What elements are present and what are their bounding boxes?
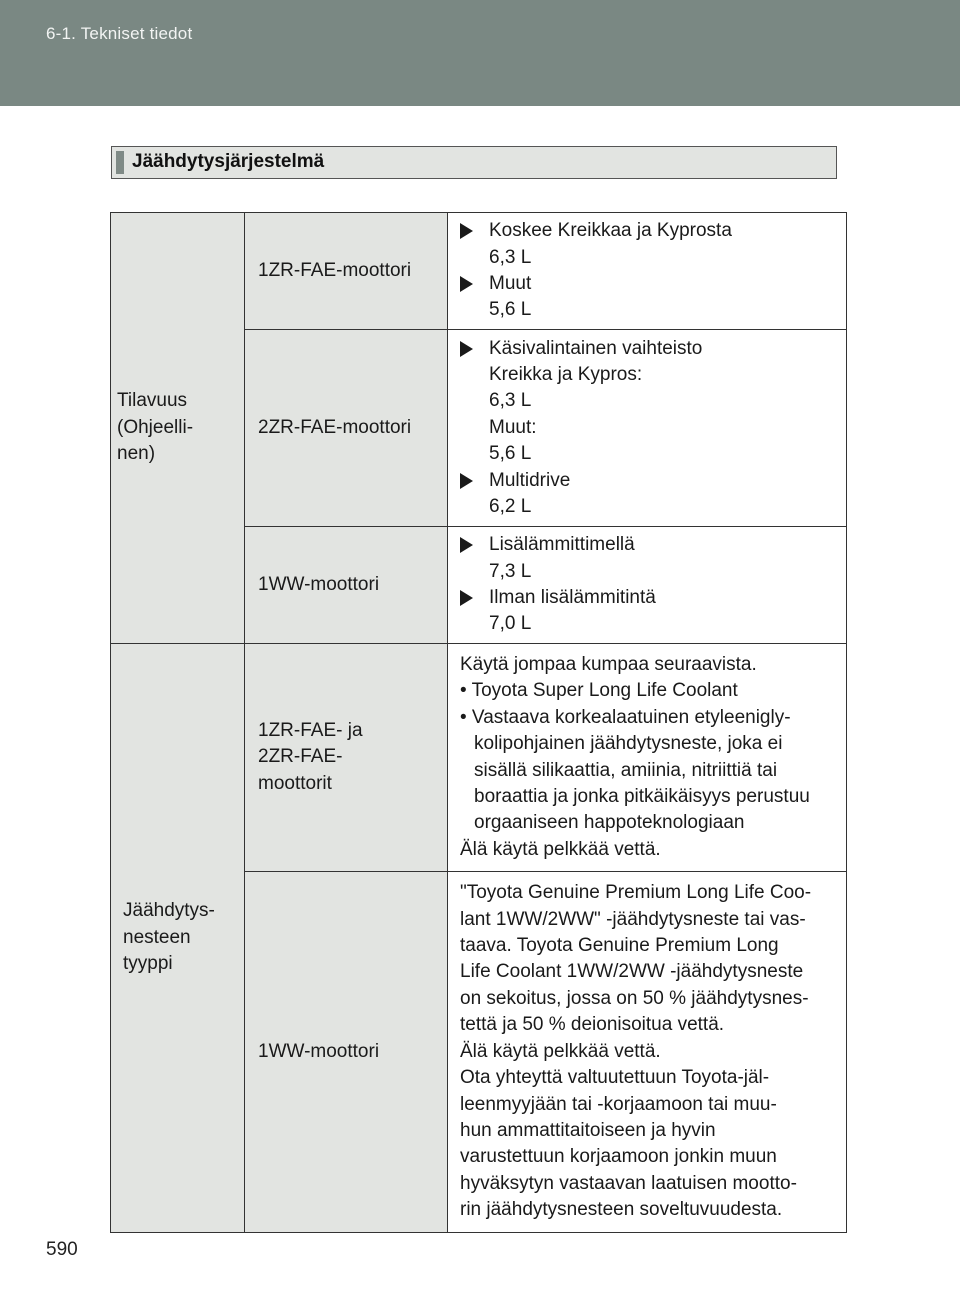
label-line: tyyppi [123, 952, 173, 974]
option-value: 5,6 L [489, 299, 532, 321]
engine-name: 1WW-moottori [258, 573, 380, 595]
engine-name: 1ZR-FAE-moottori [258, 259, 412, 281]
label-line: (Ohjeelli- [117, 416, 194, 438]
option-value: Kreikka ja Kypros: [489, 363, 643, 385]
text-line: taava. Toyota Genuine Premium Long [460, 935, 779, 957]
cooling-spec-table [110, 212, 847, 1233]
text-line: on sekoitus, jossa on 50 % jäähdytysnes- [460, 987, 809, 1009]
engine-name: 1ZR-FAE- ja [258, 720, 363, 742]
arrow-right-icon [460, 341, 473, 357]
option-row [460, 468, 840, 494]
text-line: rin jäähdytysnesteen soveltuvuudesta. [460, 1199, 783, 1221]
label-line: nen) [117, 443, 156, 465]
heading-accent-bar [116, 151, 124, 174]
text-line: Älä käytä pelkkää vettä. [460, 838, 661, 860]
text-line: hun ammattitaitoiseen ja hyvin [460, 1119, 716, 1141]
option-label: Lisälämmittimellä [489, 534, 635, 556]
label-line: nesteen [123, 926, 191, 948]
page-header-band [0, 0, 960, 106]
value-cell [448, 213, 847, 330]
text-line: "Toyota Genuine Premium Long Life Coo- [460, 882, 812, 904]
engine-cell [245, 213, 448, 330]
engine-cell [245, 527, 448, 644]
page-number: 590 [46, 1239, 78, 1260]
option-value: 7,0 L [489, 613, 532, 635]
text-line: Ota yhteyttä valtuutettuun Toyota-jäl- [460, 1067, 770, 1089]
option-value: Muut: [489, 416, 537, 438]
text-line: tettä ja 50 % deionisoitua vettä. [460, 1014, 725, 1036]
table-row [111, 213, 847, 330]
text-line: Älä käytä pelkkää vettä. [460, 1040, 661, 1062]
option-row [460, 585, 840, 611]
coolant-label-cell [111, 644, 245, 1233]
text-line: • Toyota Super Long Life Coolant [460, 680, 738, 702]
option-value: 5,6 L [489, 443, 532, 465]
arrow-right-icon [460, 473, 473, 489]
engine-cell [245, 872, 448, 1232]
value-cell [448, 644, 847, 872]
option-label: Ilman lisälämmitintä [489, 587, 656, 608]
engine-name: moottorit [258, 772, 332, 794]
heading-text: Jäähdytysjärjestelmä [132, 151, 325, 172]
engine-cell [245, 330, 448, 527]
section-title: 6-1. Tekniset tiedot [46, 24, 193, 43]
text-line: boraattia ja jonka pitkäikäisyys perustuu [474, 786, 810, 808]
arrow-right-icon [460, 537, 473, 553]
option-value: 6,3 L [489, 246, 532, 268]
option-label: Multidrive [489, 469, 571, 491]
text-line: • Vastaava korkealaatuinen etyleenigly- [460, 706, 791, 728]
text-line: Life Coolant 1WW/2WW -jäähdytysneste [460, 961, 804, 983]
text-line: lant 1WW/2WW" -jäähdytysneste tai vas- [460, 908, 806, 930]
capacity-label-cell [111, 213, 245, 644]
option-value: 6,3 L [489, 390, 532, 412]
option-row [460, 271, 840, 297]
engine-name: 2ZR-FAE- [258, 746, 343, 768]
text-line: sisällä silikaattia, amiinia, nitriittiä tai [474, 759, 778, 781]
arrow-right-icon [460, 590, 473, 606]
value-cell [448, 527, 847, 644]
text-line: hyväksytyn vastaavan laatuisen mootto- [460, 1172, 797, 1194]
engine-cell [245, 644, 448, 872]
option-value: 7,3 L [489, 560, 532, 582]
text-line: Käytä jompaa kumpaa seuraavista. [460, 654, 757, 675]
text-line: varustettuun korjaamoon jonkin muun [460, 1146, 777, 1168]
table-row [111, 644, 847, 872]
option-row [460, 336, 840, 362]
value-cell [448, 330, 847, 527]
engine-name: 2ZR-FAE-moottori [258, 416, 412, 438]
label-line: Tilavuus [117, 390, 188, 412]
option-value: 6,2 L [489, 496, 532, 518]
option-label: Muut [489, 273, 532, 294]
text-line: kolipohjainen jäähdytysneste, joka ei [474, 733, 783, 755]
section-heading [111, 146, 837, 179]
arrow-right-icon [460, 223, 473, 239]
option-label: Koskee Kreikkaa ja Kyprosta [489, 220, 732, 242]
option-row [460, 218, 840, 244]
label-line: Jäähdytys- [123, 900, 215, 922]
option-label: Käsivalintainen vaihteisto [489, 337, 703, 359]
text-line: orgaaniseen happoteknologiaan [474, 812, 745, 834]
engine-name: 1WW-moottori [258, 1040, 380, 1062]
arrow-right-icon [460, 276, 473, 292]
text-line: leenmyyjään tai -korjaamoon tai muu- [460, 1093, 777, 1115]
value-cell [448, 872, 847, 1232]
option-row [460, 532, 840, 558]
